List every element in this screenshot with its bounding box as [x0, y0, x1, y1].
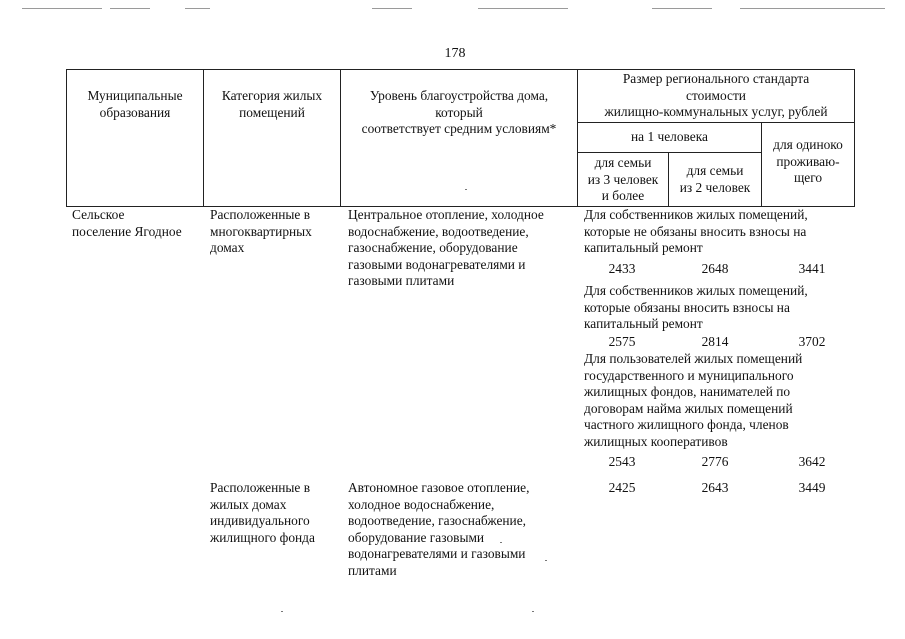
body-text-line: жилых домах	[210, 496, 287, 512]
header-text-line: Категория жилых	[221, 88, 323, 103]
header-text-line: щего	[793, 170, 823, 185]
body-text-line: договорам найма жилых помещений	[584, 400, 793, 416]
body-text-line: которые обязаны вносить взносы на	[584, 299, 790, 315]
body-text-line: жилищных фондов, нанимателей по	[584, 384, 791, 399]
scan-speck	[465, 189, 467, 190]
header-text-line: стоимости	[686, 87, 746, 103]
body-text-line: государственного и муниципального	[584, 367, 794, 383]
value-single: 3441	[798, 261, 826, 276]
value-family-2: 2776	[701, 454, 729, 469]
header-family-3	[578, 155, 668, 205]
body-text-line: оборудование газовыми	[348, 529, 485, 545]
page-number: 178	[444, 46, 466, 61]
municipality-name	[72, 207, 204, 240]
header-text-line: жилищно-коммунальных услуг, рублей	[604, 104, 828, 119]
level-private-houses	[348, 480, 578, 579]
body-text-line: Расположенные в	[210, 207, 311, 222]
scan-artifact-line	[110, 8, 150, 9]
scan-artifact-line	[372, 8, 412, 9]
value-single: 3702	[798, 334, 826, 349]
header-per-person	[578, 129, 761, 146]
value-family-3: 2433	[608, 261, 636, 276]
scan-speck	[532, 611, 534, 612]
body-text-line: Автономное газовое отопление,	[348, 480, 530, 495]
level-apartment-buildings	[348, 207, 580, 290]
category-apartment-buildings	[210, 207, 340, 257]
header-text-line: помещений	[239, 104, 305, 120]
header-category	[204, 88, 340, 121]
scan-artifact-line	[478, 8, 568, 9]
private-houses-values	[584, 480, 854, 497]
body-text-line: индивидуального	[210, 513, 310, 528]
header-text-line: проживаю-	[776, 153, 840, 169]
header-single-resident	[762, 137, 854, 187]
value-family-2: 2643	[701, 480, 729, 495]
body-text-line: Для пользователей жилых помещений	[584, 351, 803, 366]
body-text-line: поселение Ягодное	[72, 223, 182, 239]
value-single: 3642	[798, 454, 826, 469]
header-text-line: для семьи	[686, 163, 744, 178]
body-text-line: Расположенные в	[210, 480, 311, 495]
value-family-3: 2575	[608, 334, 636, 349]
body-text-line: Центральное отопление, холодное	[348, 207, 544, 222]
body-text-line: плитами	[348, 562, 397, 578]
body-text-line: домах	[210, 240, 245, 255]
scan-artifact-line	[22, 8, 102, 9]
group-owners-no-repair-fee-values	[584, 261, 854, 278]
body-text-line: жилищного фонда	[210, 529, 315, 545]
table-border-right	[854, 69, 855, 207]
body-text-line: капитальный ремонт	[584, 240, 703, 255]
scan-speck	[500, 542, 502, 543]
value-family-2: 2648	[701, 261, 729, 276]
header-text-line: для семьи	[594, 155, 652, 170]
body-text-line: газовыми водонагревателями и	[348, 256, 526, 272]
body-text-line: водоснабжение, водоотведение,	[348, 223, 529, 239]
header-municipality	[67, 88, 203, 121]
header-text-line: и более	[601, 188, 645, 203]
header-text-line: Муниципальные	[87, 88, 183, 103]
body-text-line: газовыми плитами	[348, 273, 455, 288]
header-text-line: на 1 человека	[631, 129, 708, 144]
body-text-line: которые не обязаны вносить взносы на	[584, 223, 807, 239]
header-text-line: соответствует средним условиям*	[361, 121, 557, 136]
header-text-line: из 3 человек	[587, 171, 659, 187]
body-text-line: водонагревателями и газовыми	[348, 546, 526, 561]
header-family-2	[669, 163, 761, 196]
value-family-2: 2814	[701, 334, 729, 349]
body-text-line: газоснабжение, оборудование	[348, 240, 518, 255]
body-text-line: холодное водоснабжение,	[348, 496, 495, 512]
value-family-3: 2543	[608, 454, 636, 469]
body-text-line: капитальный ремонт	[584, 316, 703, 331]
group-owners-no-repair-fee-title	[584, 207, 854, 257]
header-text-line: образования	[99, 104, 171, 120]
group-tenants-title	[584, 351, 854, 450]
header-text-line: для одиноко	[773, 137, 843, 152]
body-text-line: жилищных кооперативов	[584, 433, 728, 449]
body-text-line: Для собственников жилых помещений,	[584, 207, 808, 222]
header-text-line: Размер регионального стандарта	[622, 71, 810, 86]
body-text-line: Для собственников жилых помещений,	[584, 283, 808, 298]
value-single: 3449	[798, 480, 826, 495]
body-text-line: многоквартирных	[210, 223, 312, 239]
header-level	[341, 88, 577, 138]
group-owners-repair-fee-title	[584, 283, 854, 333]
category-private-houses	[210, 480, 340, 546]
header-text-line: Уровень благоустройства дома,	[369, 88, 549, 103]
group-tenants-values	[584, 454, 854, 471]
group-owners-repair-fee-values	[584, 334, 854, 351]
table-border-top	[66, 69, 855, 70]
body-text-line: водоотведение, газоснабжение,	[348, 513, 527, 528]
header-text-line: из 2 человек	[679, 179, 751, 195]
header-text-line: который	[435, 104, 483, 120]
scan-artifact-line	[185, 8, 210, 9]
scan-artifact-line	[652, 8, 712, 9]
body-text-line: Сельское	[72, 207, 125, 222]
scan-speck	[281, 611, 283, 612]
header-standard-size	[578, 71, 854, 121]
value-family-3: 2425	[608, 480, 636, 495]
table-divider-h1	[577, 122, 855, 123]
body-text-line: частного жилищного фонда, членов	[584, 417, 789, 432]
table-divider-h2	[577, 152, 761, 153]
scan-speck	[545, 560, 547, 561]
scan-artifact-line	[740, 8, 885, 9]
